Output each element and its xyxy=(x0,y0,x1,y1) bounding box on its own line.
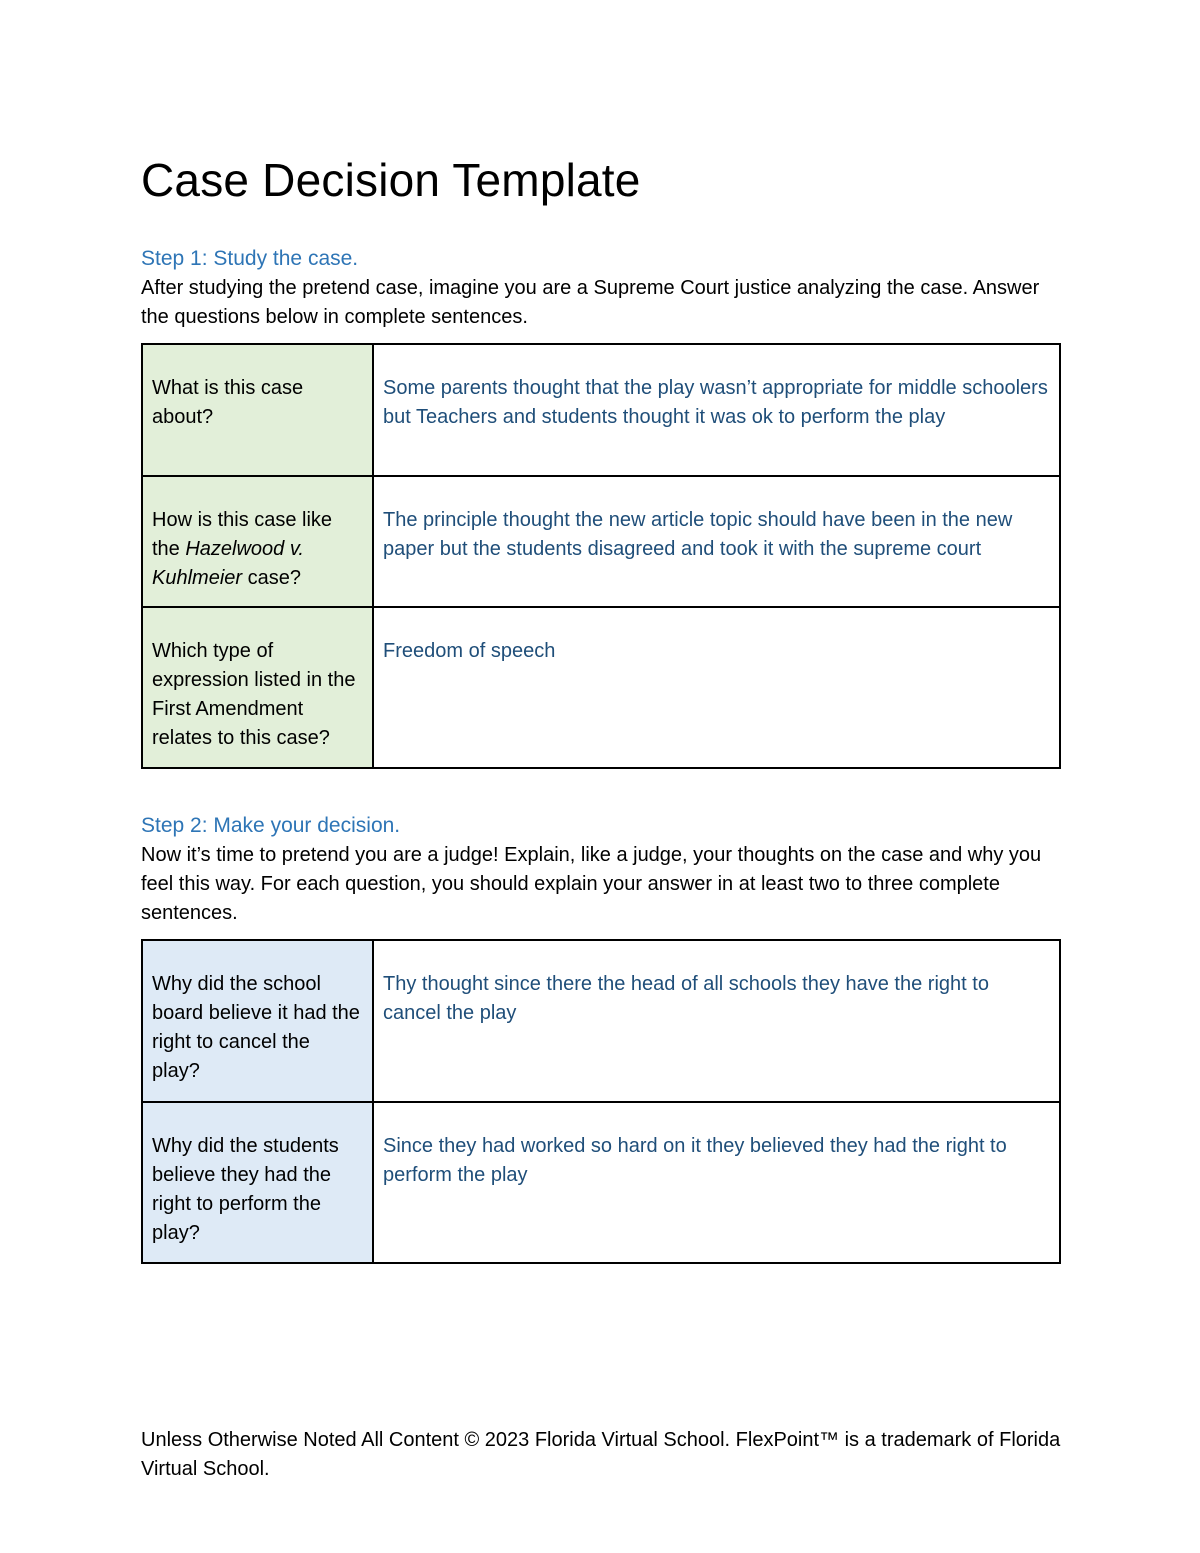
step2-instructions: Now it’s time to pretend you are a judge! Explain, like a judge, your thoughts on the case and why you feel this way. For each question, you should explain your answer in at least two to three complete sentences. xyxy=(141,844,1042,924)
table-row xyxy=(142,344,1060,476)
question-cell: What is this case about? xyxy=(142,344,373,476)
question-cell: Which type of expression listed in the First Amendment relates to this case? xyxy=(142,607,373,768)
step1-instructions: After studying the pretend case, imagine you are a Supreme Court justice analyzing the case. Answer the questions below in complete sentences. xyxy=(141,277,1040,328)
step2-heading: Step 2: Make your decision. xyxy=(141,814,401,837)
step1-heading: Step 1: Study the case. xyxy=(141,247,359,270)
answer-cell[interactable]: Thy thought since there the head of all schools they have the right to cancel the play xyxy=(373,940,1060,1102)
page-title: Case Decision Template xyxy=(141,154,641,206)
answer-cell[interactable]: Freedom of speech xyxy=(373,607,1060,768)
answer-cell[interactable]: The principle thought the new article topic should have been in the new paper but the students disagreed and took it with the supreme court xyxy=(373,476,1060,607)
question-text: case? xyxy=(242,567,301,589)
question-cell xyxy=(142,476,373,607)
answer-cell[interactable]: Since they had worked so hard on it they believed they had the right to perform the play xyxy=(373,1102,1060,1263)
step2-table xyxy=(141,939,1061,1264)
table-row xyxy=(142,607,1060,768)
answer-cell[interactable]: Some parents thought that the play wasn’t appropriate for middle schoolers but Teachers and students thought it was ok to perform the play xyxy=(373,344,1060,476)
table-row xyxy=(142,476,1060,607)
question-text: How is this case like the xyxy=(152,509,333,560)
step1-table xyxy=(141,343,1061,769)
case-name: Hazelwood v. Kuhlmeier xyxy=(152,538,304,589)
table-row xyxy=(142,1102,1060,1263)
question-cell: Why did the students believe they had the right to perform the play? xyxy=(142,1102,373,1263)
question-cell: Why did the school board believe it had the right to cancel the play? xyxy=(142,940,373,1102)
table-row xyxy=(142,940,1060,1102)
footer-copyright: Unless Otherwise Noted All Content © 2023 Florida Virtual School. FlexPoint™ is a trademark of Florida Virtual School. xyxy=(141,1429,1061,1480)
